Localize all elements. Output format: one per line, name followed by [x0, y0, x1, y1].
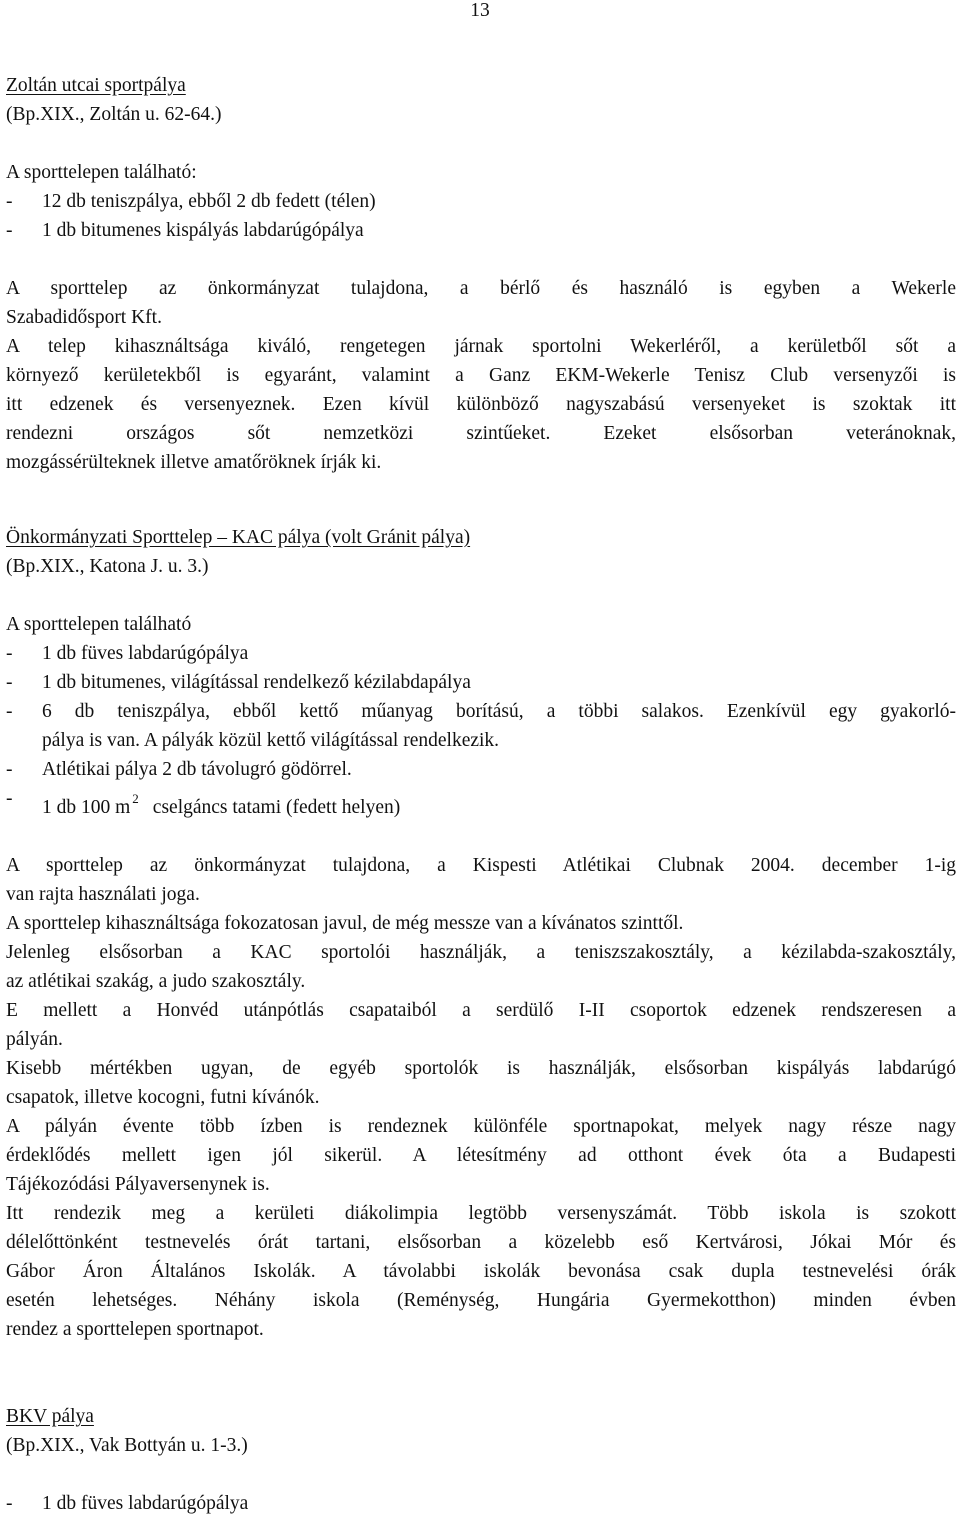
- list-item: - 12 db teniszpálya, ebből 2 db fedett (télen): [6, 191, 376, 212]
- list-item: - 1 db füves labdarúgópálya: [6, 643, 249, 664]
- list-item: - 1 db 100 m $^2$ cselgáncs tatami (fedett helyen): [6, 788, 401, 818]
- paragraph-line: rendez a sporttelepen sportnapot.: [6, 1319, 264, 1340]
- paragraph-line: Jelenleg elsősorban a KAC sportolói használják, a teniszszakosztály, a kézilabda-szakosztály,: [6, 942, 956, 963]
- section-address-zoltan: (Bp.XIX., Zoltán u. 62-64.): [6, 104, 222, 125]
- list-item: - 1 db bitumenes kispályás labdarúgópálya: [6, 220, 364, 241]
- paragraph-line: Kisebb mértékben ugyan, de egyéb sportolók is használják, elsősorban kispályás labdarúgó: [6, 1058, 956, 1079]
- paragraph-line: pályán.: [6, 1029, 63, 1050]
- paragraph-line: A pályán évente több ízben is rendeznek különféle sportnapokat, melyek nagy része nagy: [6, 1116, 956, 1137]
- paragraph-line: csapatok, illetve kocogni, futni kívánók.: [6, 1087, 320, 1108]
- superscript: 2: [132, 791, 139, 806]
- paragraph-line: Itt rendezik meg a kerületi diákolimpia legtöbb versenyszámát. Több iskola is szokott: [6, 1203, 956, 1224]
- list-item: - 1 db füves labdarúgópálya: [6, 1493, 249, 1514]
- section-title-bkv: BKV pálya: [6, 1406, 94, 1427]
- paragraph-line: esetén lehetséges. Néhány iskola (Reménység, Hungária Gyermekotthon) minden évben: [6, 1290, 956, 1311]
- paragraph-line: E mellett a Honvéd utánpótlás csapataiból a serdülő I-II csoportok edzenek rendszeresen a: [6, 1000, 956, 1021]
- paragraph-line: az atlétikai szakág, a judo szakosztály.: [6, 971, 306, 992]
- paragraph-line: rendezni országos sőt nemzetközi szintűeket. Ezeket elsősorban veteránoknak,: [6, 423, 956, 444]
- paragraph-line: érdeklődés mellett igen jól sikerül. A létesítmény ad otthont évek óta a Budapesti: [6, 1145, 956, 1166]
- section-address-kac: (Bp.XIX., Katona J. u. 3.): [6, 556, 209, 577]
- paragraph-line: A sporttelep az önkormányzat tulajdona, a Kispesti Atlétikai Clubnak 2004. december 1-ig: [6, 855, 956, 876]
- page-content: [6, 71, 956, 1518]
- list-heading-zoltan: A sporttelepen található:: [6, 162, 197, 183]
- section-title-zoltan: Zoltán utcai sportpálya: [6, 75, 186, 96]
- section-title-kac: Önkormányzati Sporttelep – KAC pálya (volt Gránit pálya): [6, 527, 471, 548]
- paragraph-line: Tájékozódási Pályaversenynek is.: [6, 1174, 270, 1195]
- list-item: - Atlétikai pálya 2 db távolugró gödörrel.: [6, 759, 352, 780]
- page-number: 13: [470, 0, 490, 21]
- paragraph-line: délelőttönként testnevelés órát tartani, elsősorban a közelebb eső Kertvárosi, Jókai Mór és: [6, 1232, 956, 1253]
- paragraph-line: A sporttelep az önkormányzat tulajdona, a bérlő és használó is egyben a Wekerle: [6, 278, 956, 299]
- paragraph-line: van rajta használati joga.: [6, 884, 200, 905]
- list-item: - 6 db teniszpálya, ebből kettő műanyag borítású, a többi salakos. Ezenkívül egy gyakorló- pálya is van. A pályák közül kettő világítással rendelkezik.: [6, 701, 956, 751]
- section-address-bkv: (Bp.XIX., Vak Bottyán u. 1-3.): [6, 1435, 248, 1456]
- list-heading-kac: A sporttelepen található: [6, 614, 192, 635]
- paragraph-line: környező kerületekből is egyaránt, valamint a Ganz EKM-Wekerle Tenisz Club versenyzői is: [6, 365, 956, 386]
- paragraph-line: mozgássérülteknek illetve amatőröknek írják ki.: [6, 452, 382, 473]
- paragraph-line: A telep kihasználtsága kiváló, rengetegen járnak sportolni Wekerléről, a kerületből sőt a: [6, 336, 956, 357]
- list-item: - 1 db bitumenes, világítással rendelkező kézilabdapálya: [6, 672, 471, 693]
- paragraph-line: Szabadidősport Kft.: [6, 307, 162, 328]
- paragraph-line: Gábor Áron Általános Iskolák. A távolabbi iskolák bevonása csak dupla testnevelési órák: [6, 1261, 956, 1282]
- paragraph-line: itt edzenek és versenyeznek. Ezen kívül különböző nagyszabású versenyeket is szoktak itt: [6, 394, 956, 415]
- paragraph-line: A sporttelep kihasználtsága fokozatosan javul, de még messze van a kívánatos szinttől.: [6, 913, 684, 934]
